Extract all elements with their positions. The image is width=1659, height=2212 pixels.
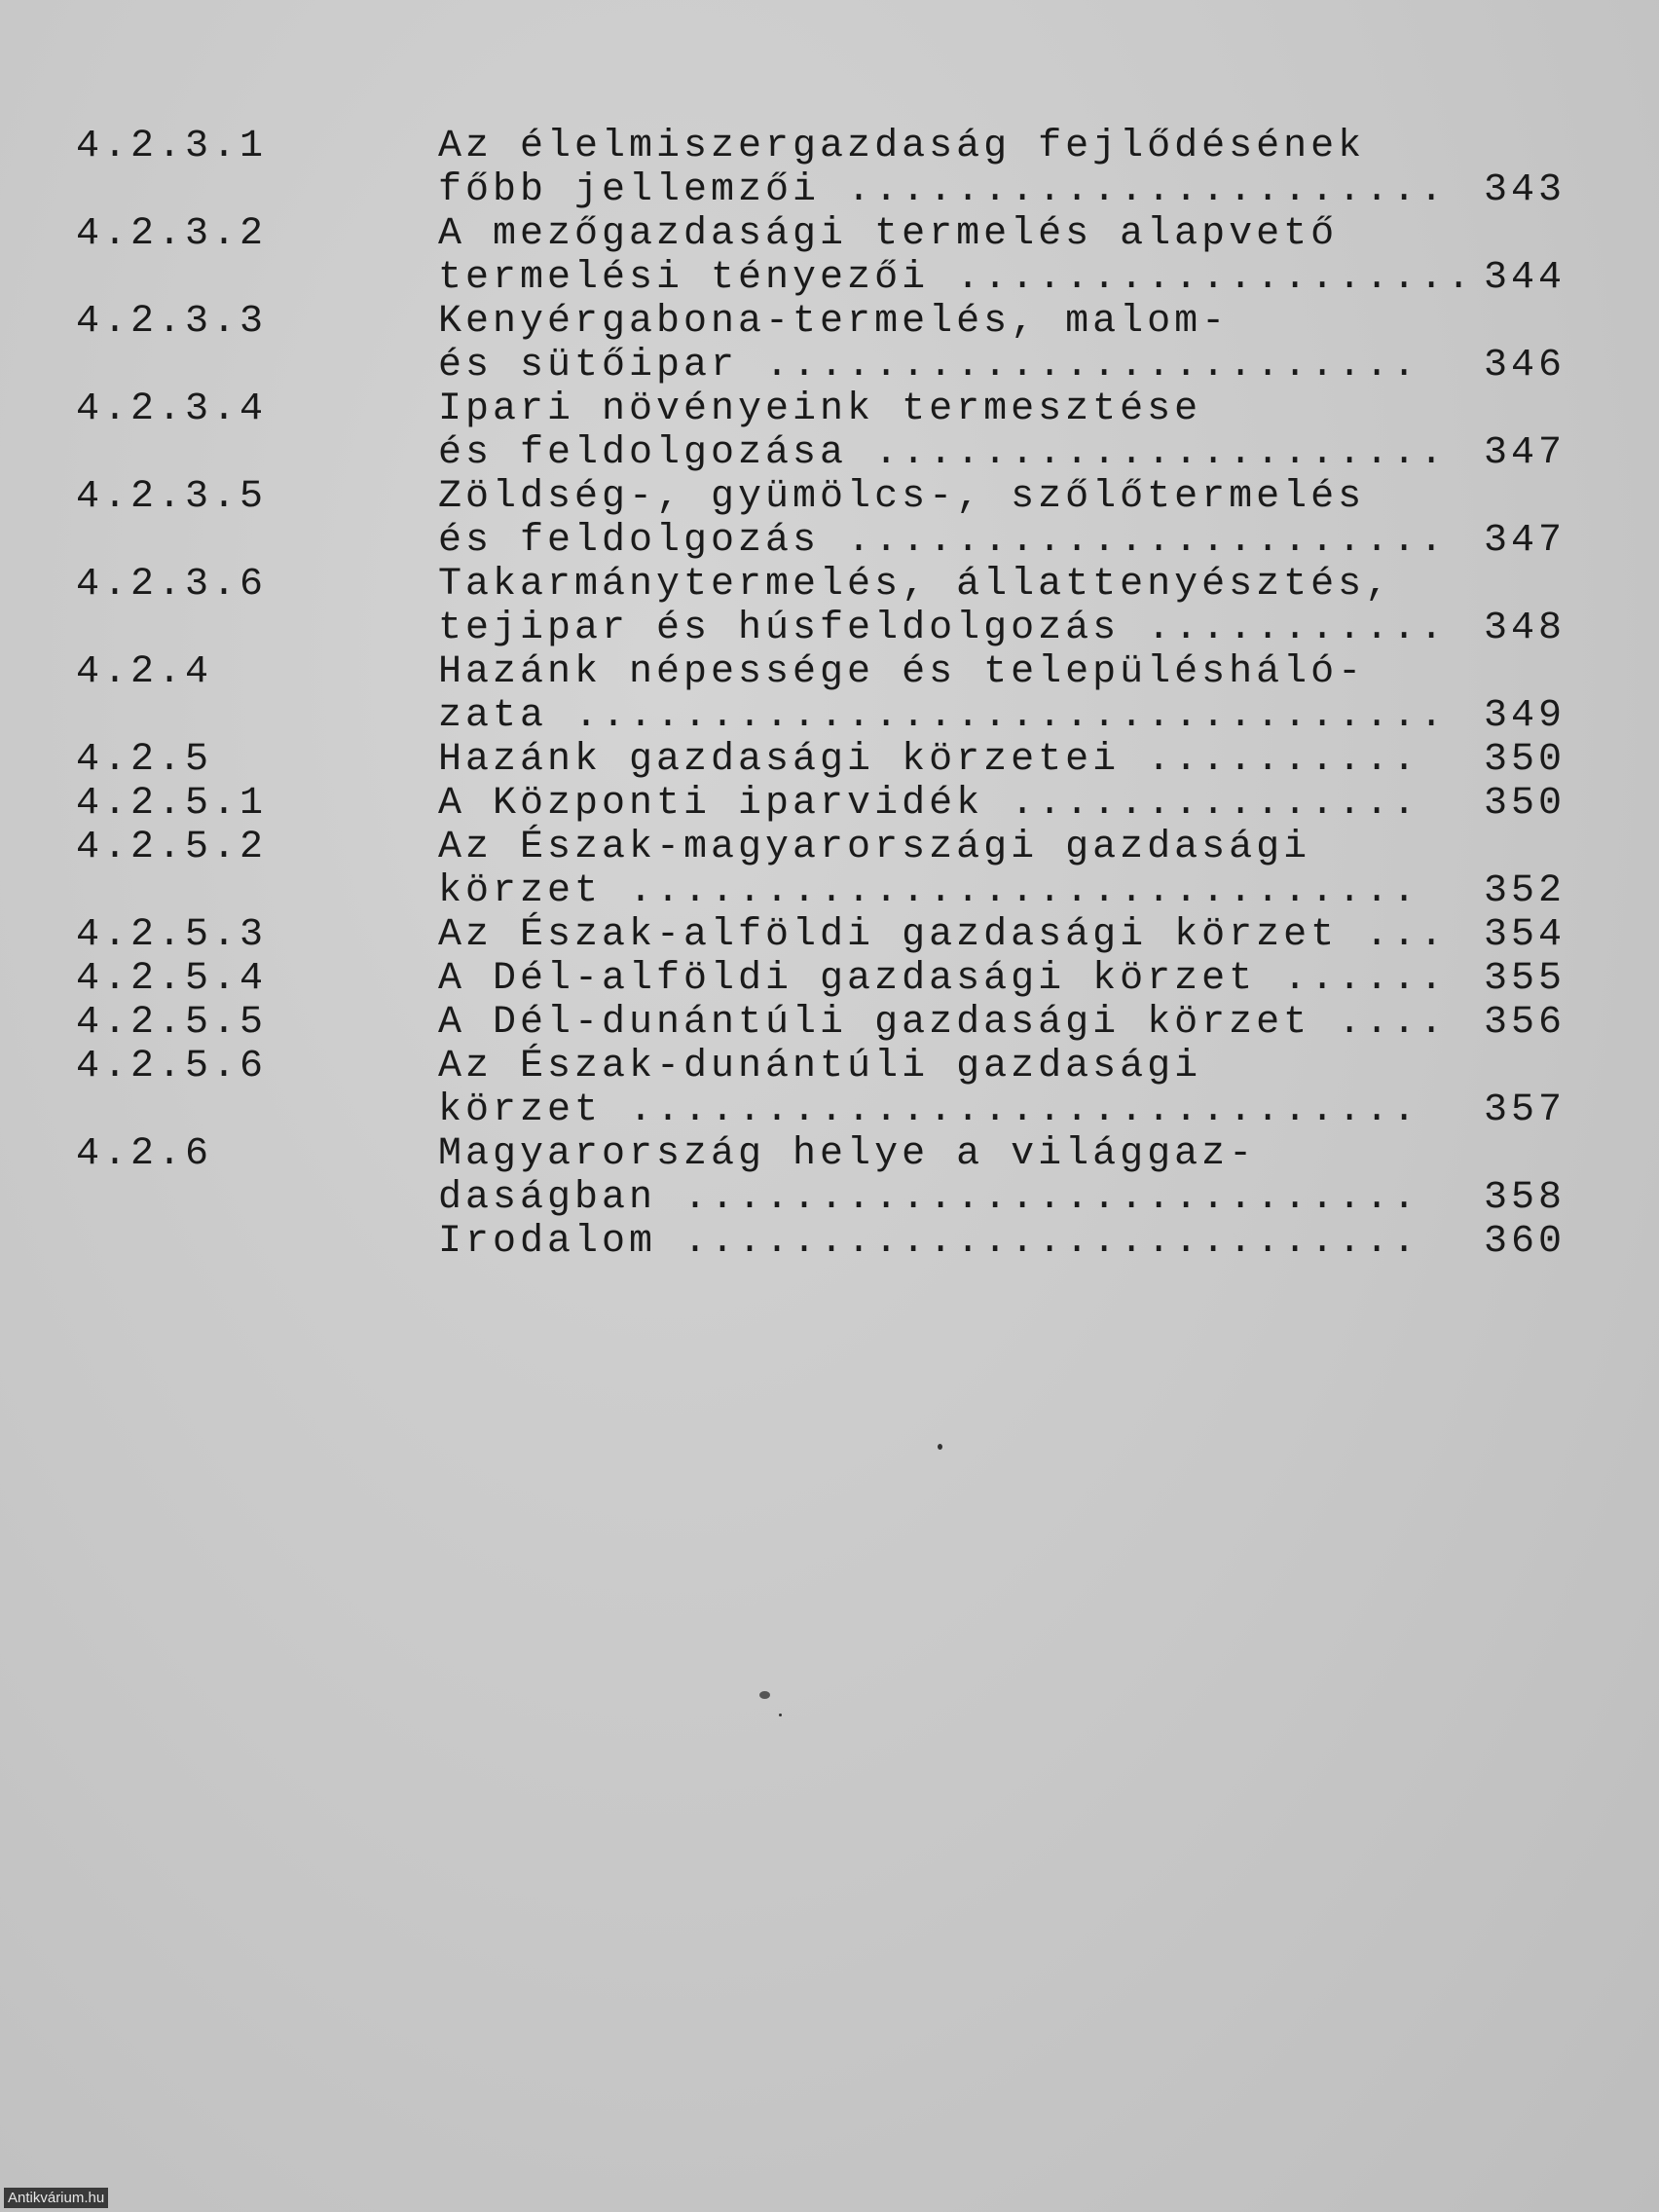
section-title: A mezőgazdasági termelés alapvető — [438, 212, 1339, 256]
toc-entry-line — [0, 1088, 1659, 1132]
section-title: A Dél-dunántúli gazdasági körzet .... — [438, 1001, 1448, 1045]
page-number: 344 — [1483, 256, 1566, 300]
page-number: 346 — [1483, 344, 1566, 387]
section-title: daságban ........................... — [438, 1176, 1420, 1220]
page-number: 347 — [1483, 431, 1566, 475]
toc-entry-line — [0, 300, 1659, 344]
section-title: Ipari növényeink termesztése — [438, 387, 1202, 431]
toc-entry-line — [0, 256, 1659, 300]
section-title: A Dél-alföldi gazdasági körzet ...... — [438, 957, 1448, 1001]
page-number: 354 — [1483, 913, 1566, 957]
section-number: 4.2.6 — [76, 1132, 213, 1176]
section-number: 4.2.3.3 — [76, 300, 268, 344]
toc-entry-line — [0, 1176, 1659, 1220]
toc-entry-line — [0, 694, 1659, 738]
section-number: 4.2.5.4 — [76, 957, 268, 1001]
section-number: 4.2.3.1 — [76, 125, 268, 168]
page-number: 358 — [1483, 1176, 1566, 1220]
section-title: és feldolgozás ...................... — [438, 519, 1448, 563]
section-title: körzet ............................. — [438, 869, 1420, 913]
page-number: 350 — [1483, 782, 1566, 826]
toc-entry-line — [0, 212, 1659, 256]
toc-entry-line — [0, 168, 1659, 212]
page-number: 349 — [1483, 694, 1566, 738]
section-number: 4.2.5.3 — [76, 913, 268, 957]
toc-entry-line — [0, 650, 1659, 694]
watermark-label: Antikvárium.hu — [4, 2188, 108, 2208]
toc-entry-line — [0, 431, 1659, 475]
page-number: 357 — [1483, 1088, 1566, 1132]
page-number: 347 — [1483, 519, 1566, 563]
toc-entry-line — [0, 387, 1659, 431]
toc-entry-line — [0, 1045, 1659, 1088]
section-title: Hazánk gazdasági körzetei .......... — [438, 738, 1420, 782]
table-of-contents — [0, 125, 1659, 1264]
section-title: Hazánk népessége és településháló- — [438, 650, 1366, 694]
section-number: 4.2.3.2 — [76, 212, 268, 256]
section-title: és sütőipar ........................ — [438, 344, 1420, 387]
section-title: Magyarország helye a világgaz- — [438, 1132, 1257, 1176]
toc-entry-line — [0, 957, 1659, 1001]
section-title: Az Észak-dunántúli gazdasági — [438, 1045, 1202, 1088]
toc-entry-line — [0, 125, 1659, 168]
section-number: 4.2.4 — [76, 650, 213, 694]
toc-entry-line — [0, 1132, 1659, 1176]
section-number: 4.2.5.1 — [76, 782, 268, 826]
section-title: körzet ............................. — [438, 1088, 1420, 1132]
section-title: termelési tényezői ................... — [438, 256, 1475, 300]
page-number: 355 — [1483, 957, 1566, 1001]
toc-entry-line — [0, 563, 1659, 607]
page-number: 356 — [1483, 1001, 1566, 1045]
toc-entry-line — [0, 826, 1659, 869]
section-title: Az élelmiszergazdaság fejlődésének — [438, 125, 1366, 168]
section-title: főbb jellemzői ...................... — [438, 168, 1448, 212]
section-number: 4.2.3.4 — [76, 387, 268, 431]
toc-entry-line — [0, 913, 1659, 957]
section-title: Takarmánytermelés, állattenyésztés, — [438, 563, 1393, 607]
section-title: zata ................................ — [438, 694, 1448, 738]
toc-entry-line — [0, 782, 1659, 826]
paper-speck — [938, 1444, 942, 1450]
section-title: Az Észak-magyarországi gazdasági — [438, 826, 1311, 869]
toc-entry-line — [0, 1220, 1659, 1264]
page-number: 360 — [1483, 1220, 1566, 1264]
section-number: 4.2.5.2 — [76, 826, 268, 869]
section-title: tejipar és húsfeldolgozás ........... — [438, 607, 1448, 650]
section-number: 4.2.3.6 — [76, 563, 268, 607]
paper-speck — [779, 1714, 782, 1716]
toc-entry-line — [0, 519, 1659, 563]
section-number: 4.2.5.5 — [76, 1001, 268, 1045]
section-number: 4.2.3.5 — [76, 475, 268, 519]
toc-entry-line — [0, 607, 1659, 650]
page-number: 348 — [1483, 607, 1566, 650]
page-number: 350 — [1483, 738, 1566, 782]
toc-entry-line — [0, 738, 1659, 782]
section-number: 4.2.5.6 — [76, 1045, 268, 1088]
toc-entry-line — [0, 344, 1659, 387]
toc-entry-line — [0, 475, 1659, 519]
section-title: Zöldség-, gyümölcs-, szőlőtermelés — [438, 475, 1366, 519]
page-number: 352 — [1483, 869, 1566, 913]
paper-speck — [759, 1691, 770, 1699]
page-number: 343 — [1483, 168, 1566, 212]
section-title: és feldolgozása ..................... — [438, 431, 1448, 475]
section-number: 4.2.5 — [76, 738, 213, 782]
toc-entry-line — [0, 869, 1659, 913]
section-title: Az Észak-alföldi gazdasági körzet ... — [438, 913, 1448, 957]
section-title: Irodalom ........................... — [438, 1220, 1420, 1264]
section-title: Kenyérgabona-termelés, malom- — [438, 300, 1230, 344]
toc-entry-line — [0, 1001, 1659, 1045]
section-title: A Központi iparvidék ............... — [438, 782, 1420, 826]
